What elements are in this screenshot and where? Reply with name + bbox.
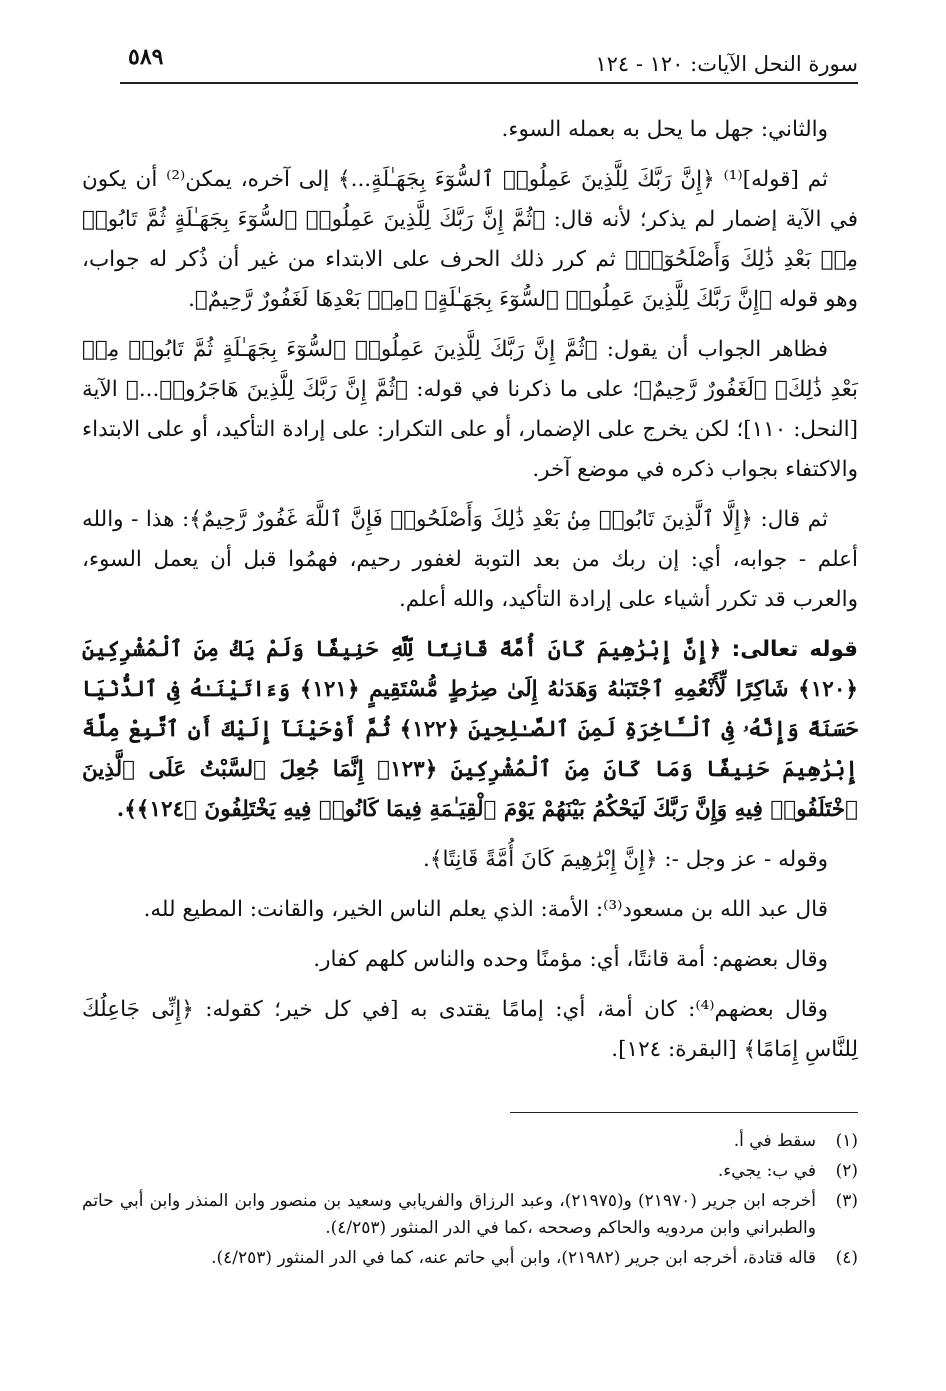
paragraph: ثم قال: ﴿إِلَّا ٱلَّذِينَ تَابُوا۟ مِنۢ بَعْدِ ذَٰلِكَ وَأَصْلَحُوا۟ فَإِنَّ ٱللَّهَ غَفُورٌ رَّحِيمٌ﴾: هذا - والله أعلم - جوابه، أي: إن ربك من بعد التوبة لغفور رحيم، فهمُوا قبل أن يعمل السوء، والعرب قد تكرر أشياء على إرادة التأكيد، والله أعلم. — [82, 507, 858, 612]
footnote — [82, 1158, 858, 1185]
footnote-rule — [510, 1112, 858, 1113]
page-header — [118, 38, 858, 82]
footnote-number: (٤) — [835, 1248, 858, 1268]
footnote-text: قاله قتادة، أخرجه ابن جرير (٢١٩٨٢)، وابن أبي حاتم عنه، كما في الدر المنثور (٤/٢٥٣). — [211, 1248, 816, 1268]
paragraph: وقال بعضهم: أمة قانتًا، أي: مؤمنًا وحده والناس كلهم كفار. — [313, 947, 828, 972]
verse-heading: قوله تعالى: — [731, 637, 859, 662]
paragraph: ثم [قوله]⁽¹⁾ ﴿إِنَّ رَبَّكَ لِلَّذِينَ عَمِلُوا۟ ٱلسُّوٓءَ بِجَهَـٰلَةٍ...﴾ إلى آخره، يمكن⁽²⁾ أن يكون في الآية إضمار لم يذكر؛ لأنه قال: ﴿ثُمَّ إِنَّ رَبَّكَ لِلَّذِينَ عَمِلُوا۟ ٱلسُّوٓءَ بِجَهَـٰلَةٍ ثُمَّ تَابُوا۟ مِنۢ بَعْدِ ذَٰلِكَ وَأَصْلَحُوٓا۟﴾ ثم كرر ذلك الحرف على الابتداء من غير أن ذُكر له جواب، وهو قوله ﴿إِنَّ رَبَّكَ لِلَّذِينَ عَمِلُوا۟ ٱلسُّوٓءَ بِجَهَـٰلَةٍ﴾ ﴿مِنۢ بَعْدِهَا لَغَفُورٌ رَّحِيمٌ﴾. — [82, 167, 858, 312]
footnote-number: (٢) — [835, 1161, 858, 1181]
paragraph: وقوله - عز وجل -: ﴿إِنَّ إِبْرَٰهِيمَ كَانَ أُمَّةً قَانِتًا﴾. — [423, 847, 828, 872]
paragraph: والثاني: جهل ما يحل به بعمله السوء. — [501, 117, 828, 142]
paragraph: وقال بعضهم⁽⁴⁾: كان أمة، أي: إمامًا يقتدى به [في كل خير؛ كقوله: ﴿إِنِّى جَاعِلُكَ لِلنَّاسِ إِمَامًا﴾ [البقرة: ١٢٤]. — [82, 997, 858, 1062]
footnote-text: في ب: يجيء. — [717, 1161, 816, 1181]
page-number: ٥٨٩ — [128, 44, 164, 70]
footnote-number: (١) — [835, 1131, 858, 1151]
footnote-text: سقط في أ. — [733, 1131, 816, 1151]
footnotes — [82, 1128, 858, 1275]
footnote — [82, 1128, 858, 1155]
footnote — [82, 1188, 858, 1242]
main-text — [82, 110, 858, 1080]
running-title: سورة النحل الآيات: ١٢٠ - ١٢٤ — [595, 52, 858, 76]
footnote-text: أخرجه ابن جرير (٢١٩٧٠) و(٢١٩٧٥)، وعبد الرزاق والفريابي وسعيد بن منصور وابن المنذر وابن أبي حاتم والطبراني وابن مردويه والحاكم وصححه ،كما في الدر المنثور (٤/٢٥٣). — [82, 1191, 816, 1238]
paragraph: قال عبد الله بن مسعود⁽³⁾: الأمة: الذي يعلم الناس الخير، والقانت: المطيع لله. — [143, 897, 828, 922]
footnote-number: (٣) — [835, 1191, 858, 1211]
verse-paragraph — [82, 630, 858, 830]
paragraph: فظاهر الجواب أن يقول: ﴿ثُمَّ إِنَّ رَبَّكَ لِلَّذِينَ عَمِلُوا۟ ٱلسُّوٓءَ بِجَهَـٰلَةٍ ثُمَّ تَابُوا۟ مِنۢ بَعْدِ ذَٰلِكَ﴾ ﴿لَغَفُورٌ رَّحِيمٌ﴾؛ على ما ذكرنا في قوله: ﴿ثُمَّ إِنَّ رَبَّكَ لِلَّذِينَ هَاجَرُوا۟...﴾ الآية [النحل: ١١٠]؛ لكن يخرج على الإضمار، أو على التكرار: على إرادة التأكيد، أو على الابتداء والاكتفاء بجواب ذكره في موضع آخر. — [82, 337, 858, 482]
header-rule — [120, 82, 858, 84]
quran-verses: ﴿إِنَّ إِبْرَٰهِيمَ كَانَ أُمَّةً قَانِتًا لِّلَّهِ حَنِيفًا وَلَمْ يَكُ مِنَ ٱلْمُشْرِكِينَ ﴿١٢٠﴾ شَاكِرًا لِّأَنْعُمِهِ ٱجْتَبَىٰهُ وَهَدَىٰهُ إِلَىٰ صِرَٰطٍ مُّسْتَقِيمٍ ﴿١٢١﴾ وَءَاتَيْنَـٰهُ فِى ٱلدُّنْيَا حَسَنَةً وَإِنَّهُۥ فِى ٱلْـَٔاخِرَةِ لَمِنَ ٱلصَّـٰلِحِينَ ﴿١٢٢﴾ ثُمَّ أَوْحَيْنَآ إِلَيْكَ أَنِ ٱتَّبِعْ مِلَّةَ إِبْرَٰهِيمَ حَنِيفًا وَمَا كَانَ مِنَ ٱلْمُشْرِكِينَ ﴿١٢٣﴾ إِنَّمَا جُعِلَ ٱلسَّبْتُ عَلَى ٱلَّذِينَ ٱخْتَلَفُوا۟ فِيهِ وَإِنَّ رَبَّكَ لَيَحْكُمُ بَيْنَهُمْ يَوْمَ ٱلْقِيَـٰمَةِ فِيمَا كَانُوا۟ فِيهِ يَخْتَلِفُونَ ﴿١٢٤﴾﴾. — [82, 637, 858, 822]
footnote — [82, 1245, 858, 1272]
